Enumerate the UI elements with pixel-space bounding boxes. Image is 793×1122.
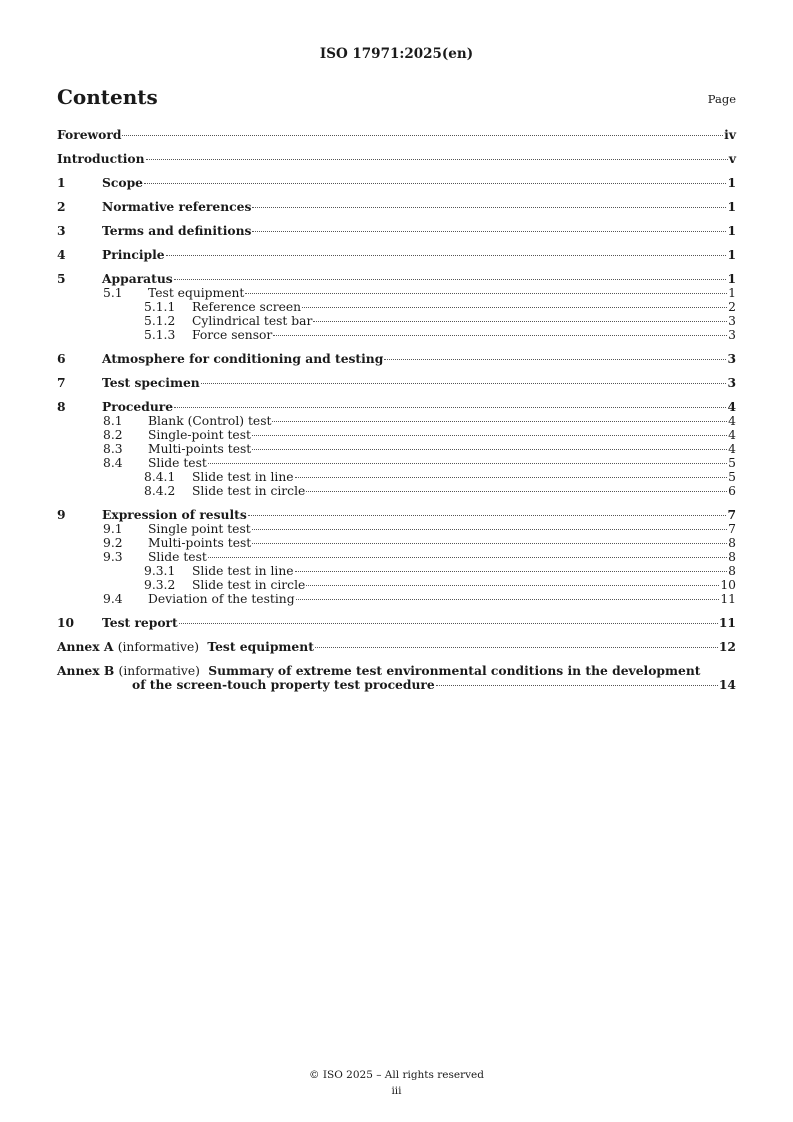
annex-tag: (informative) [117, 640, 200, 654]
toc-page: 6 [728, 484, 736, 498]
page-column-label: Page [707, 92, 736, 106]
copyright-notice: © ISO 2025 – All rights reserved [309, 1069, 484, 1081]
toc-title: Reference screen [192, 300, 302, 314]
leader-dots [306, 585, 719, 586]
leader-dots [122, 135, 723, 136]
toc-title: Multi-points test [148, 442, 252, 456]
leader-dots [252, 231, 726, 232]
leader-dots [174, 279, 727, 280]
toc-title: Multi-points test [148, 536, 252, 550]
toc-entry-annex-a[interactable] [57, 640, 736, 654]
leader-dots [302, 307, 727, 308]
toc-title: Test report [102, 615, 178, 630]
toc-page: 1 [727, 247, 736, 262]
toc-title: Slide test [148, 456, 207, 470]
toc-entry[interactable] [57, 128, 736, 142]
leader-dots [313, 321, 727, 322]
leader-dots [144, 183, 726, 184]
leader-dots [245, 293, 727, 294]
toc-number: 9.3.2 [144, 578, 176, 592]
leader-dots [436, 685, 718, 686]
toc-page: 1 [727, 271, 736, 286]
toc-page: 5 [728, 470, 736, 484]
toc-number: 2 [57, 199, 66, 214]
toc-entry[interactable] [57, 248, 736, 262]
toc-title: Single-point test [148, 428, 251, 442]
toc-entry[interactable] [57, 616, 736, 630]
toc-title: Slide test in circle [192, 578, 306, 592]
annex-label: Annex A [57, 639, 114, 654]
toc-page: 3 [727, 351, 736, 366]
toc-number: 8.4 [103, 456, 123, 470]
toc-page: 3 [728, 328, 736, 342]
toc-number: 9.3 [103, 550, 123, 564]
toc-page: 10 [720, 578, 736, 592]
annex-label: Annex B [57, 663, 115, 678]
toc-title: Apparatus [102, 271, 173, 286]
toc-page: 1 [727, 199, 736, 214]
toc-title: Atmosphere for conditioning and testing [102, 351, 384, 366]
toc-title: Cylindrical test bar [192, 314, 313, 328]
toc-number: 9 [57, 507, 66, 522]
toc-number: 5.1.3 [144, 328, 176, 342]
leader-dots [273, 335, 727, 336]
toc-entry[interactable] [57, 200, 736, 214]
toc-title: Slide test [148, 550, 207, 564]
toc-entry[interactable] [57, 400, 736, 414]
leader-dots [252, 529, 727, 530]
page-number: iii [391, 1085, 402, 1097]
toc-number: 1 [57, 175, 66, 190]
toc-number: 10 [57, 615, 75, 630]
toc-entry[interactable] [57, 314, 736, 328]
toc-entry[interactable] [57, 456, 736, 470]
toc-page: 4 [728, 414, 736, 428]
toc-number: 5.1.2 [144, 314, 176, 328]
toc-entry[interactable] [57, 414, 736, 428]
toc-page: 7 [727, 507, 736, 522]
toc-title: Test equipment [148, 286, 245, 300]
toc-entry[interactable] [57, 564, 736, 578]
annex-title: Test equipment [207, 639, 314, 654]
leader-dots [296, 599, 720, 600]
toc-title: Blank (Control) test [148, 414, 272, 428]
toc-number: 8 [57, 399, 66, 414]
toc-entry[interactable] [57, 470, 736, 484]
toc-number: 9.3.1 [144, 564, 176, 578]
annex-title-line1: Summary of extreme test environmental conditions in the development [208, 663, 701, 678]
toc-number: 9.4 [103, 592, 123, 606]
toc-number: 9.2 [103, 536, 123, 550]
toc-title: Foreword [57, 127, 122, 142]
toc-entry[interactable] [57, 522, 736, 536]
toc-page: 5 [728, 456, 736, 470]
toc-page: 11 [718, 615, 736, 630]
toc-entry[interactable] [57, 592, 736, 606]
leader-dots [306, 491, 727, 492]
toc-entry[interactable] [57, 536, 736, 550]
toc-entry[interactable] [57, 550, 736, 564]
leader-dots [384, 359, 726, 360]
toc-title: Introduction [57, 151, 145, 166]
toc-title: Deviation of the testing [148, 592, 295, 606]
toc-number: 8.4.1 [144, 470, 176, 484]
toc-title: Test specimen [102, 375, 200, 390]
toc-page: 11 [720, 592, 736, 606]
leader-dots [272, 421, 727, 422]
toc-page: 12 [718, 639, 736, 654]
table-of-contents [57, 128, 736, 692]
toc-number: 8.2 [103, 428, 123, 442]
toc-page: 14 [718, 677, 736, 692]
toc-entry[interactable] [57, 176, 736, 190]
leader-dots [201, 383, 727, 384]
leader-dots [252, 449, 727, 450]
toc-page: 3 [727, 375, 736, 390]
toc-title: Force sensor [192, 328, 273, 342]
toc-page: 1 [728, 286, 736, 300]
leader-dots [252, 543, 727, 544]
toc-page: 2 [728, 300, 736, 314]
toc-title: Slide test in line [192, 564, 294, 578]
toc-page: 1 [727, 223, 736, 238]
leader-dots [174, 407, 726, 408]
toc-page: 8 [728, 536, 736, 550]
leader-dots [179, 623, 718, 624]
leader-dots [208, 557, 727, 558]
toc-entry[interactable] [57, 286, 736, 300]
toc-entry[interactable] [57, 376, 736, 390]
toc-title: Expression of results [102, 507, 247, 522]
toc-entry[interactable] [57, 352, 736, 366]
toc-entry[interactable] [57, 428, 736, 442]
annex-tag: (informative) [118, 664, 200, 678]
leader-dots [166, 255, 727, 256]
toc-entry-annex-b[interactable] [57, 664, 736, 692]
toc-entry[interactable] [57, 224, 736, 238]
toc-page: 8 [728, 564, 736, 578]
toc-page: 4 [727, 399, 736, 414]
toc-page: 8 [728, 550, 736, 564]
leader-dots [295, 477, 728, 478]
toc-entry[interactable] [57, 328, 736, 342]
toc-entry[interactable] [57, 272, 736, 286]
toc-title: Principle [102, 247, 165, 262]
toc-title: Procedure [102, 399, 174, 414]
toc-title: Slide test in line [192, 470, 294, 484]
leader-dots [248, 515, 727, 516]
page-footer [0, 1067, 793, 1099]
toc-number: 5.1.1 [144, 300, 176, 314]
toc-page: v [728, 151, 736, 166]
toc-title: Scope [102, 175, 143, 190]
toc-number: 7 [57, 375, 66, 390]
toc-page: 7 [728, 522, 736, 536]
toc-entry[interactable] [57, 508, 736, 522]
leader-dots [315, 647, 718, 648]
toc-number: 8.1 [103, 414, 123, 428]
toc-entry[interactable] [57, 484, 736, 498]
toc-page: 3 [728, 314, 736, 328]
toc-number: 4 [57, 247, 66, 262]
toc-entry[interactable] [57, 300, 736, 314]
leader-dots [252, 207, 726, 208]
toc-number: 3 [57, 223, 66, 238]
toc-page: iv [724, 127, 736, 142]
toc-entry[interactable] [57, 578, 736, 592]
leader-dots [208, 463, 727, 464]
toc-page: 1 [727, 175, 736, 190]
toc-title: Slide test in circle [192, 484, 306, 498]
contents-title: Contents [57, 85, 158, 109]
leader-dots [146, 159, 728, 160]
toc-title: Single point test [148, 522, 251, 536]
toc-number: 5 [57, 271, 66, 286]
toc-number: 6 [57, 351, 66, 366]
toc-number: 9.1 [103, 522, 123, 536]
leader-dots [252, 435, 727, 436]
toc-entry[interactable] [57, 152, 736, 166]
toc-number: 5.1 [103, 286, 123, 300]
annex-title-line2: of the screen-touch property test procedure [132, 677, 435, 692]
toc-number: 8.4.2 [144, 484, 176, 498]
toc-page: 4 [728, 442, 736, 456]
leader-dots [295, 571, 728, 572]
toc-entry[interactable] [57, 442, 736, 456]
toc-number: 8.3 [103, 442, 123, 456]
toc-page: 4 [728, 428, 736, 442]
toc-title: Terms and definitions [102, 223, 252, 238]
document-header: ISO 17971:2025(en) [319, 46, 474, 62]
toc-title: Normative references [102, 199, 252, 214]
